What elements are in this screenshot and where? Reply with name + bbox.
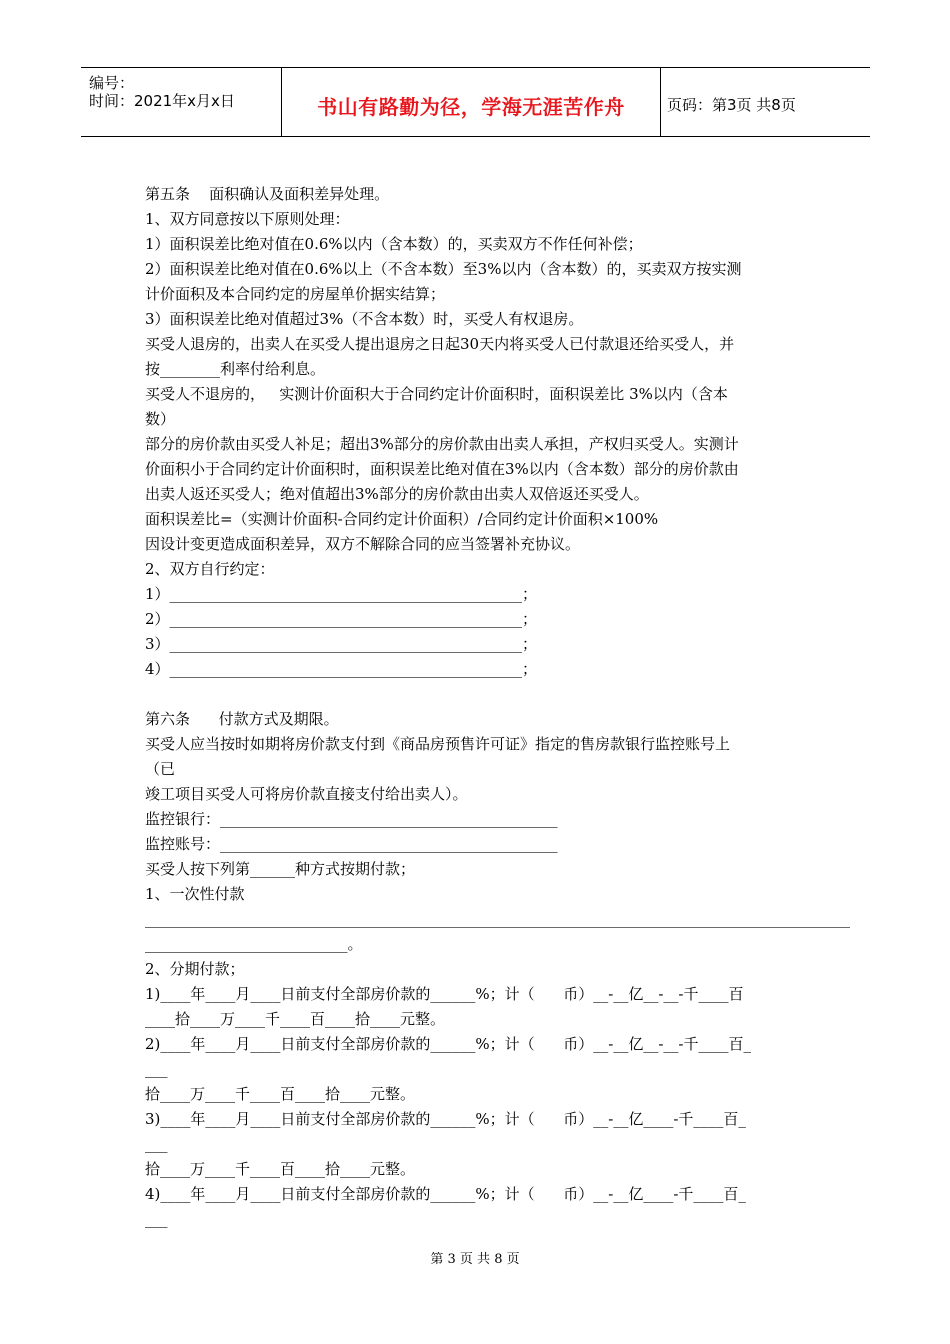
body-line: 买受人应当按时如期将房价款支付到《商品房预售许可证》指定的售房款银行监控账号上 bbox=[145, 735, 731, 753]
body-line: 买受人不退房的， 实测计价面积大于合同约定计价面积时，面积误差比 3%以内（含本 bbox=[145, 385, 728, 403]
body-line: 1)____年____月____日前支付全部房价款的______%；计（ 币）__-__亿__-__-千____百 bbox=[145, 985, 744, 1003]
header-motto-cell bbox=[281, 68, 661, 136]
body-line: 计价面积及本合同约定的房屋单价据实结算； bbox=[145, 285, 446, 303]
header-meta bbox=[81, 68, 281, 136]
body-line: 因设计变更造成面积差异，双方不解除合同的应当签署补充协议。 bbox=[145, 535, 581, 553]
body-line: 1、双方同意按以下原则处理： bbox=[145, 210, 350, 228]
body-line: 数） bbox=[145, 410, 176, 428]
document-date-label: 时间：2021年x月x日 bbox=[89, 92, 235, 110]
body-line: 3）_______________________________________________； bbox=[145, 635, 538, 653]
header-page-number: 页码：第3页 共8页 bbox=[667, 96, 796, 114]
body-line: 拾____万____千____百____拾____元整。 bbox=[145, 1160, 416, 1178]
body-line: 价面积小于合同约定计价面积时，面积误差比绝对值在3%以内（含本数）部分的房价款由 bbox=[145, 460, 739, 478]
body-line: 1）_______________________________________________； bbox=[145, 585, 538, 603]
body-line: 2、双方自行约定： bbox=[145, 560, 275, 578]
body-line: ______________________________________________________________________________________________ bbox=[145, 910, 850, 928]
body-line: 2、分期付款； bbox=[145, 960, 245, 978]
body-line: 第六条 付款方式及期限。 bbox=[145, 710, 339, 728]
body-line: ___ bbox=[145, 1060, 168, 1078]
page-footer: 第 3 页 共 8 页 bbox=[430, 1252, 520, 1267]
body-line: 1、一次性付款 bbox=[145, 885, 245, 903]
body-line: 第五条 面积确认及面积差异处理。 bbox=[145, 185, 390, 203]
page-header bbox=[81, 67, 870, 137]
blank-line bbox=[145, 682, 810, 707]
body-line: 2）_______________________________________________； bbox=[145, 610, 538, 628]
body-line: ___ bbox=[145, 1135, 168, 1153]
body-line: （已 bbox=[145, 760, 176, 778]
body-line: ___________________________。 bbox=[145, 935, 363, 953]
body-line: 2）面积误差比绝对值在0.6%以上（不含本数）至3%以内（含本数）的，买卖双方按实测 bbox=[145, 260, 742, 278]
body-line: ___ bbox=[145, 1210, 168, 1228]
body-line: 竣工项目买受人可将房价款直接支付给出卖人）。 bbox=[145, 785, 468, 803]
body-line: 监控银行：_____________________________________________ bbox=[145, 810, 558, 828]
body-line: 面积误差比=（实测计价面积-合同约定计价面积）/合同约定计价面积×100% bbox=[145, 510, 659, 528]
body-line: 4)____年____月____日前支付全部房价款的______%；计（ 币）__-__亿____-千____百_ bbox=[145, 1185, 746, 1203]
document-body bbox=[145, 182, 850, 1232]
header-page-cell bbox=[659, 68, 870, 136]
body-line: 按________利率付给利息。 bbox=[145, 360, 326, 378]
body-line: 2)____年____月____日前支付全部房价款的______%；计（ 币）__-__亿__-__-千____百_ bbox=[145, 1035, 751, 1053]
body-line: 3）面积误差比绝对值超过3%（不含本数）时，买受人有权退房。 bbox=[145, 310, 584, 328]
body-line: 拾____万____千____百____拾____元整。 bbox=[145, 1085, 416, 1103]
body-line: 部分的房价款由买受人补足；超出3%部分的房价款由出卖人承担，产权归买受人。实测计 bbox=[145, 435, 739, 453]
body-line: 4）_______________________________________________； bbox=[145, 660, 538, 678]
document-number-label: 编号： bbox=[89, 74, 135, 92]
body-line: 买受人退房的，出卖人在买受人提出退房之日起30天内将买受人已付款退还给买受人，并 bbox=[145, 335, 735, 353]
body-line: ____拾____万____千____百____拾____元整。 bbox=[145, 1010, 446, 1028]
header-motto: 书山有路勤为径，学海无涯苦作舟 bbox=[317, 95, 625, 119]
body-line: 监控账号：_____________________________________________ bbox=[145, 835, 558, 853]
body-line: 出卖人返还买受人；绝对值超出3%部分的房价款由出卖人双倍返还买受人。 bbox=[145, 485, 649, 503]
body-line: 买受人按下列第______种方式按期付款； bbox=[145, 860, 416, 878]
body-line: 3)____年____月____日前支付全部房价款的______%；计（ 币）__-__亿____-千____百_ bbox=[145, 1110, 746, 1128]
body-line: 1）面积误差比绝对值在0.6%以内（含本数）的，买卖双方不作任何补偿； bbox=[145, 235, 643, 253]
